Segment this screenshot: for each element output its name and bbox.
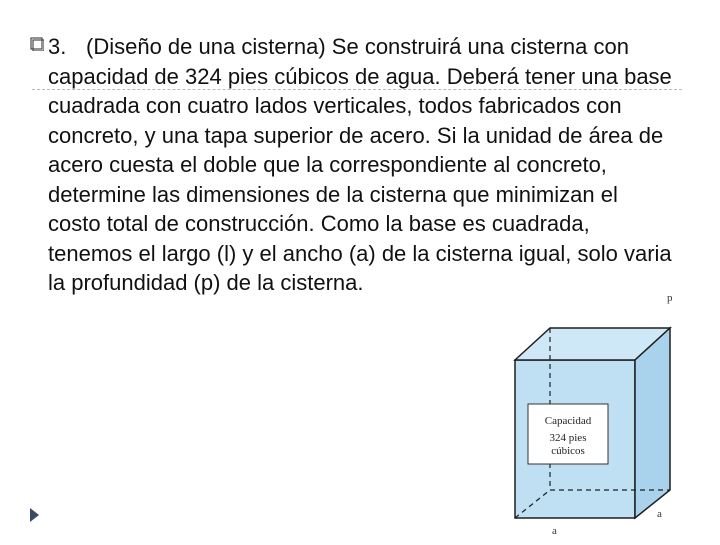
cistern-figure [490, 320, 690, 540]
label-a-right: a [657, 508, 662, 520]
capacity-line2: 324 pies [549, 432, 587, 444]
checkbox-bullet-icon [30, 36, 44, 50]
nav-arrow-icon[interactable] [30, 508, 39, 522]
label-a-bottom: a [552, 525, 557, 537]
label-p: p [667, 292, 673, 304]
item-text: (Diseño de una cisterna) Se construirá una cisterna con capacidad de 324 pies cúbicos de agua. Deberá tener una base cuadrada con cuatro lados verticales, todos fabricados con concreto, y una tapa superior de acero. Si la unidad de área de acero cuesta el doble que la correspondiente al concreto, determine las dimensiones de la cisterna que minimizan el costo total de construcción. Como la base es cuadrada, tenemos el largo (l) y el ancho (a) de la cisterna igual, solo varia la profundidad (p) de la cisterna. [48, 34, 672, 295]
problem-text [48, 32, 676, 298]
item-number: 3. [48, 34, 67, 59]
capacity-line1: Capacidad [544, 415, 592, 427]
capacity-line3: cúbicos [551, 445, 585, 457]
